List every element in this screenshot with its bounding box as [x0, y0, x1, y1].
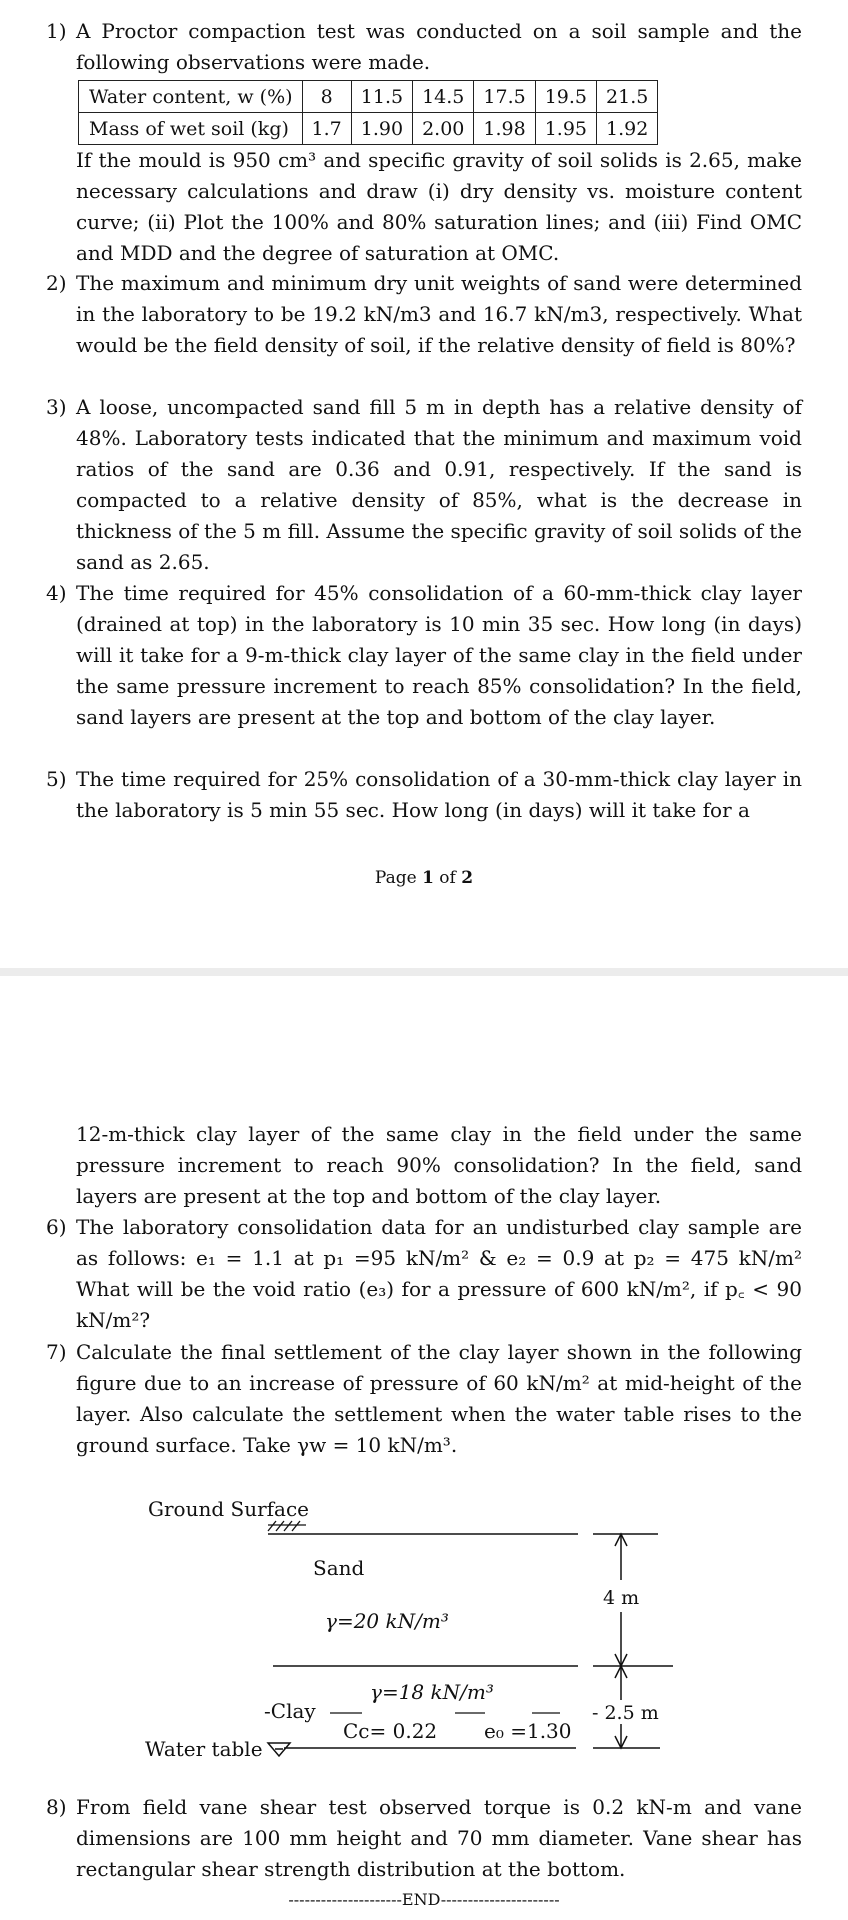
- dimension-markers: [593, 1534, 673, 1748]
- sand-depth-label: 4 m: [603, 1587, 640, 1609]
- question-number: 3): [46, 395, 67, 419]
- question-7: [46, 1337, 802, 1461]
- question-number: 6): [46, 1215, 67, 1239]
- clay-depth-dash: -: [592, 1702, 605, 1724]
- water-table-label: Water table: [145, 1737, 263, 1761]
- table-cell: Water content, w (%): [79, 81, 303, 113]
- clay-depth-value: 2.5 m: [604, 1702, 659, 1724]
- question-text: Calculate the final settlement of the clay layer shown in the following figure due to an increase of pressure of 60 kN/m² at mid-height of the layer. Also calculate the settlement when the water table rises to the ground surface. Take γw = 10 kN/m³.: [76, 1340, 802, 1457]
- sand-unit-weight: γ=20 kN/m³: [325, 1609, 449, 1633]
- table-cell: 11.5: [351, 81, 412, 113]
- table-cell: 1.92: [597, 113, 658, 145]
- clay-depth-label: [592, 1702, 659, 1724]
- question-text: A loose, uncompacted sand fill 5 m in depth has a relative density of 48%. Laboratory tests indicated that the minimum and maximum void ratios of the sand are 0.36 and 0.91, respectively. If the sand is compacted to a relative density of 85%, what is the decrease in thickness of the 5 m fill. Assume the specific gravity of soil solids of the sand as 2.65.: [76, 395, 802, 574]
- compression-index: Cc= 0.22: [343, 1719, 438, 1743]
- ground-surface-label: Ground Surface: [148, 1497, 310, 1521]
- question-number: 2): [46, 271, 67, 295]
- sand-label: Sand: [313, 1556, 365, 1580]
- question-text: The laboratory consolidation data for an undisturbed clay sample are as follows: e₁ = 1.1 at p₁ =95 kN/m² & e₂ = 0.9 at p₂ = 475 kN/m² What will be the void ratio (e₃) for a pressure of 600 kN/m², if p꜀ < 90 kN/m²?: [76, 1215, 802, 1332]
- question-text: The time required for 45% consolidation of a 60-mm-thick clay layer (drained at top) in the laboratory is 10 min 35 sec. How long (in days) will it take for a 9-m-thick clay layer of the same clay in the field under the same pressure increment to reach 85% consolidation? In the field, sand layers are present at the top and bottom of the clay layer.: [76, 581, 802, 729]
- table-cell: 2.00: [413, 113, 474, 145]
- question-1-continued: If the mould is 950 cm³ and specific gravity of soil solids is 2.65, make necessary calculations and draw (i) dry density vs. moisture content curve; (ii) Plot the 100% and 80% saturation lines; and (iii) Find OMC and MDD and the degree of saturation at OMC.: [76, 148, 802, 265]
- question-4: [46, 578, 802, 733]
- page-separator: [0, 968, 848, 976]
- question-8: [46, 1792, 802, 1885]
- question-number: 7): [46, 1340, 67, 1364]
- question-number: 1): [46, 19, 67, 43]
- page-mid: of: [433, 868, 462, 888]
- table-cell: 1.7: [302, 113, 351, 145]
- question-3: [46, 392, 802, 578]
- table-row: [79, 81, 658, 113]
- question-1: [46, 16, 802, 78]
- clay-dash: -: [264, 1699, 271, 1723]
- table-cell: 17.5: [474, 81, 535, 113]
- question-2: [46, 268, 802, 361]
- water-table-icon: [268, 1743, 290, 1756]
- clay-label: [264, 1699, 316, 1723]
- question-number: 8): [46, 1795, 67, 1819]
- question-text: The maximum and minimum dry unit weights of sand were determined in the laboratory to be 19.2 kN/m3 and 16.7 kN/m3, respectively. What would be the field density of soil, if the relative density of field is 80%?: [76, 271, 802, 357]
- page-prefix: Page: [374, 868, 423, 888]
- table-cell: 21.5: [597, 81, 658, 113]
- table-cell: 1.98: [474, 113, 535, 145]
- question-number: 4): [46, 581, 67, 605]
- table-cell: Mass of wet soil (kg): [79, 113, 303, 145]
- table-cell: 1.90: [351, 113, 412, 145]
- initial-void-ratio: e₀ =1.30: [484, 1719, 572, 1743]
- proctor-data-table: [78, 80, 658, 145]
- ground-hatch-icon: [268, 1521, 306, 1531]
- page-number: [0, 868, 848, 888]
- table-cell: 1.95: [535, 113, 596, 145]
- question-5-continued: 12-m-thick clay layer of the same clay in the field under the same pressure increment to reach 90% consolidation? In the field, sand layers are present at the top and bottom of the clay layer.: [76, 1122, 802, 1208]
- table-cell: 19.5: [535, 81, 596, 113]
- table-row: [79, 113, 658, 145]
- question-text: From field vane shear test observed torque is 0.2 kN-m and vane dimensions are 100 mm height and 70 mm diameter. Vane shear has rectangular shear strength distribution at the bottom.: [76, 1795, 802, 1881]
- table-cell: 14.5: [413, 81, 474, 113]
- current-page: 1: [422, 868, 434, 888]
- question-text: The time required for 25% consolidation of a 30-mm-thick clay layer in the laboratory is 5 min 55 sec. How long (in days) will it take for a: [76, 767, 802, 822]
- total-pages: 2: [461, 868, 474, 888]
- question-6: [46, 1212, 802, 1336]
- table-cell: 8: [302, 81, 351, 113]
- clay-text: Clay: [270, 1699, 316, 1723]
- question-number: 5): [46, 767, 67, 791]
- question-text: A Proctor compaction test was conducted on a soil sample and the following observations were made.: [76, 19, 802, 74]
- clay-unit-weight: γ=18 kN/m³: [370, 1680, 494, 1704]
- question-5: [46, 764, 802, 826]
- end-marker: ---------------------END----------------------: [288, 1890, 560, 1909]
